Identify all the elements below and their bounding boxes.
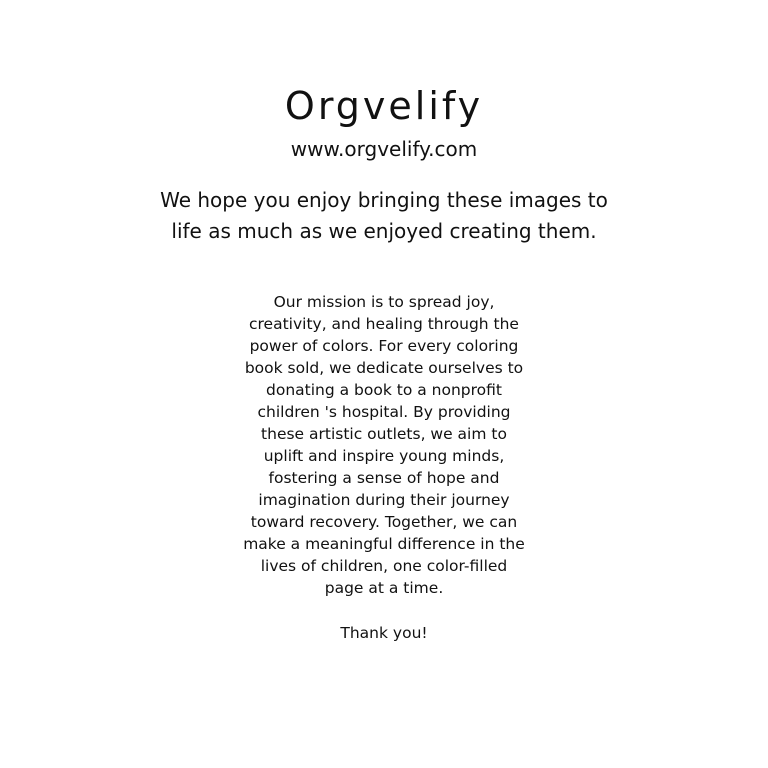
mission-line: page at a time. [324,579,444,597]
tagline-line: life as much as we enjoyed creating them. [171,219,597,243]
mission-line: book sold, we dedicate ourselves to [244,359,524,377]
mission-statement [229,291,539,599]
mission-line: lives of children, one color-filled [260,557,508,575]
mission-line: creativity, and healing through the [249,315,519,333]
mission-line: donating a book to a nonprofit [266,381,502,399]
website-url: www.orgvelify.com [290,137,478,161]
mission-line: uplift and inspire young minds, [263,447,505,465]
tagline-line: We hope you enjoy bringing these images to [160,188,608,212]
mission-line: children 's hospital. By providing [257,403,511,421]
brand-logo: Orgvelify [284,84,484,128]
thank-you-text: Thank you! [340,624,428,642]
mission-line: toward recovery. Together, we can [250,513,518,531]
mission-line: power of colors. For every coloring [249,337,519,355]
tagline [134,185,634,247]
mission-line: fostering a sense of hope and [268,469,500,487]
mission-line: imagination during their journey [258,491,510,509]
mission-line: these artistic outlets, we aim to [261,425,507,443]
mission-line: make a meaningful difference in the [243,535,525,553]
mission-line: Our mission is to spread joy, [273,293,495,311]
